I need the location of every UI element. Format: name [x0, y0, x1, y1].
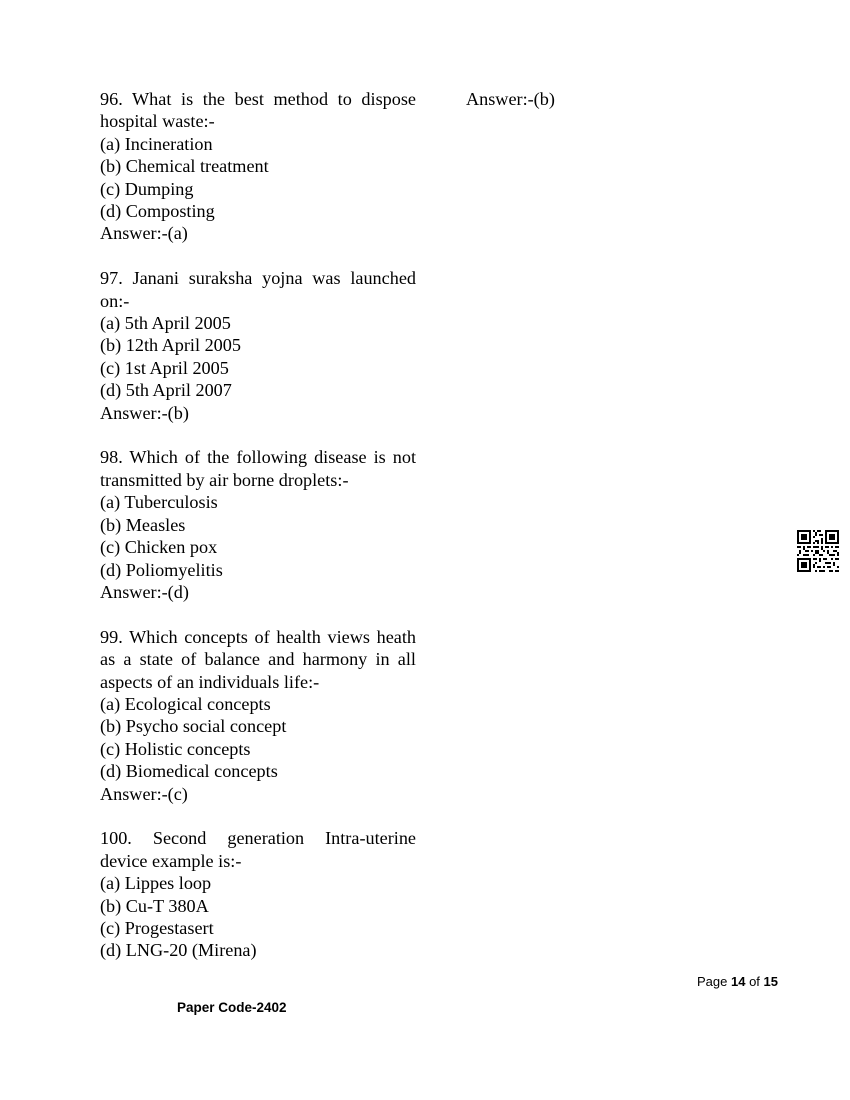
question-98 [100, 446, 416, 603]
option-c: (c) Dumping [100, 178, 194, 199]
right-column [466, 88, 766, 110]
option-a: (a) Tuberculosis [100, 492, 218, 513]
paper-code: Paper Code-2402 [177, 1000, 287, 1015]
option-d: (d) Composting [100, 201, 215, 222]
option-d: (d) 5th April 2007 [100, 380, 232, 401]
option-a: (a) Ecological concepts [100, 693, 271, 714]
option-b: (b) Measles [100, 514, 186, 535]
page-current: 14 [730, 974, 746, 989]
page-of: of [745, 974, 764, 989]
page-number [697, 974, 778, 989]
qr-code-icon [797, 530, 839, 572]
option-b: (b) Chemical treatment [100, 156, 269, 177]
qr-code-graphic [797, 530, 839, 572]
option-a: (a) 5th April 2005 [100, 313, 231, 334]
question-100 [100, 827, 416, 961]
question-text: 98. Which of the following disease is not transmitted by air borne droplets:- [100, 447, 416, 490]
question-text: 96. What is the best method to dispose hospital waste:- [100, 89, 416, 132]
option-c: (c) 1st April 2005 [100, 357, 229, 378]
question-96 [100, 88, 416, 245]
page-total: 15 [763, 974, 778, 989]
answer: Answer:-(c) [100, 783, 188, 804]
answer: Answer:-(a) [100, 223, 188, 244]
option-c: (c) Progestasert [100, 917, 214, 938]
question-text: 97. Janani suraksha yojna was launched on:- [100, 268, 416, 311]
option-d: (d) Biomedical concepts [100, 761, 278, 782]
page-prefix: Page [697, 974, 731, 989]
answer-100: Answer:-(b) [466, 89, 555, 109]
answer: Answer:-(b) [100, 402, 189, 423]
question-99 [100, 626, 416, 805]
question-text: 99. Which concepts of health views heath as a state of balance and harmony in all aspects of an individuals life:- [100, 626, 416, 692]
option-a: (a) Incineration [100, 133, 213, 154]
option-a: (a) Lippes loop [100, 873, 212, 894]
option-b: (b) Cu-T 380A [100, 895, 209, 916]
answer: Answer:-(d) [100, 581, 189, 602]
option-c: (c) Chicken pox [100, 537, 218, 558]
option-b: (b) 12th April 2005 [100, 335, 241, 356]
option-b: (b) Psycho social concept [100, 716, 287, 737]
question-text: 100. Second generation Intra-uterine device example is:- [100, 828, 416, 871]
option-d: (d) Poliomyelitis [100, 559, 223, 580]
option-d: (d) LNG-20 (Mirena) [100, 940, 257, 961]
option-c: (c) Holistic concepts [100, 738, 251, 759]
left-column [100, 88, 416, 984]
question-97 [100, 267, 416, 424]
